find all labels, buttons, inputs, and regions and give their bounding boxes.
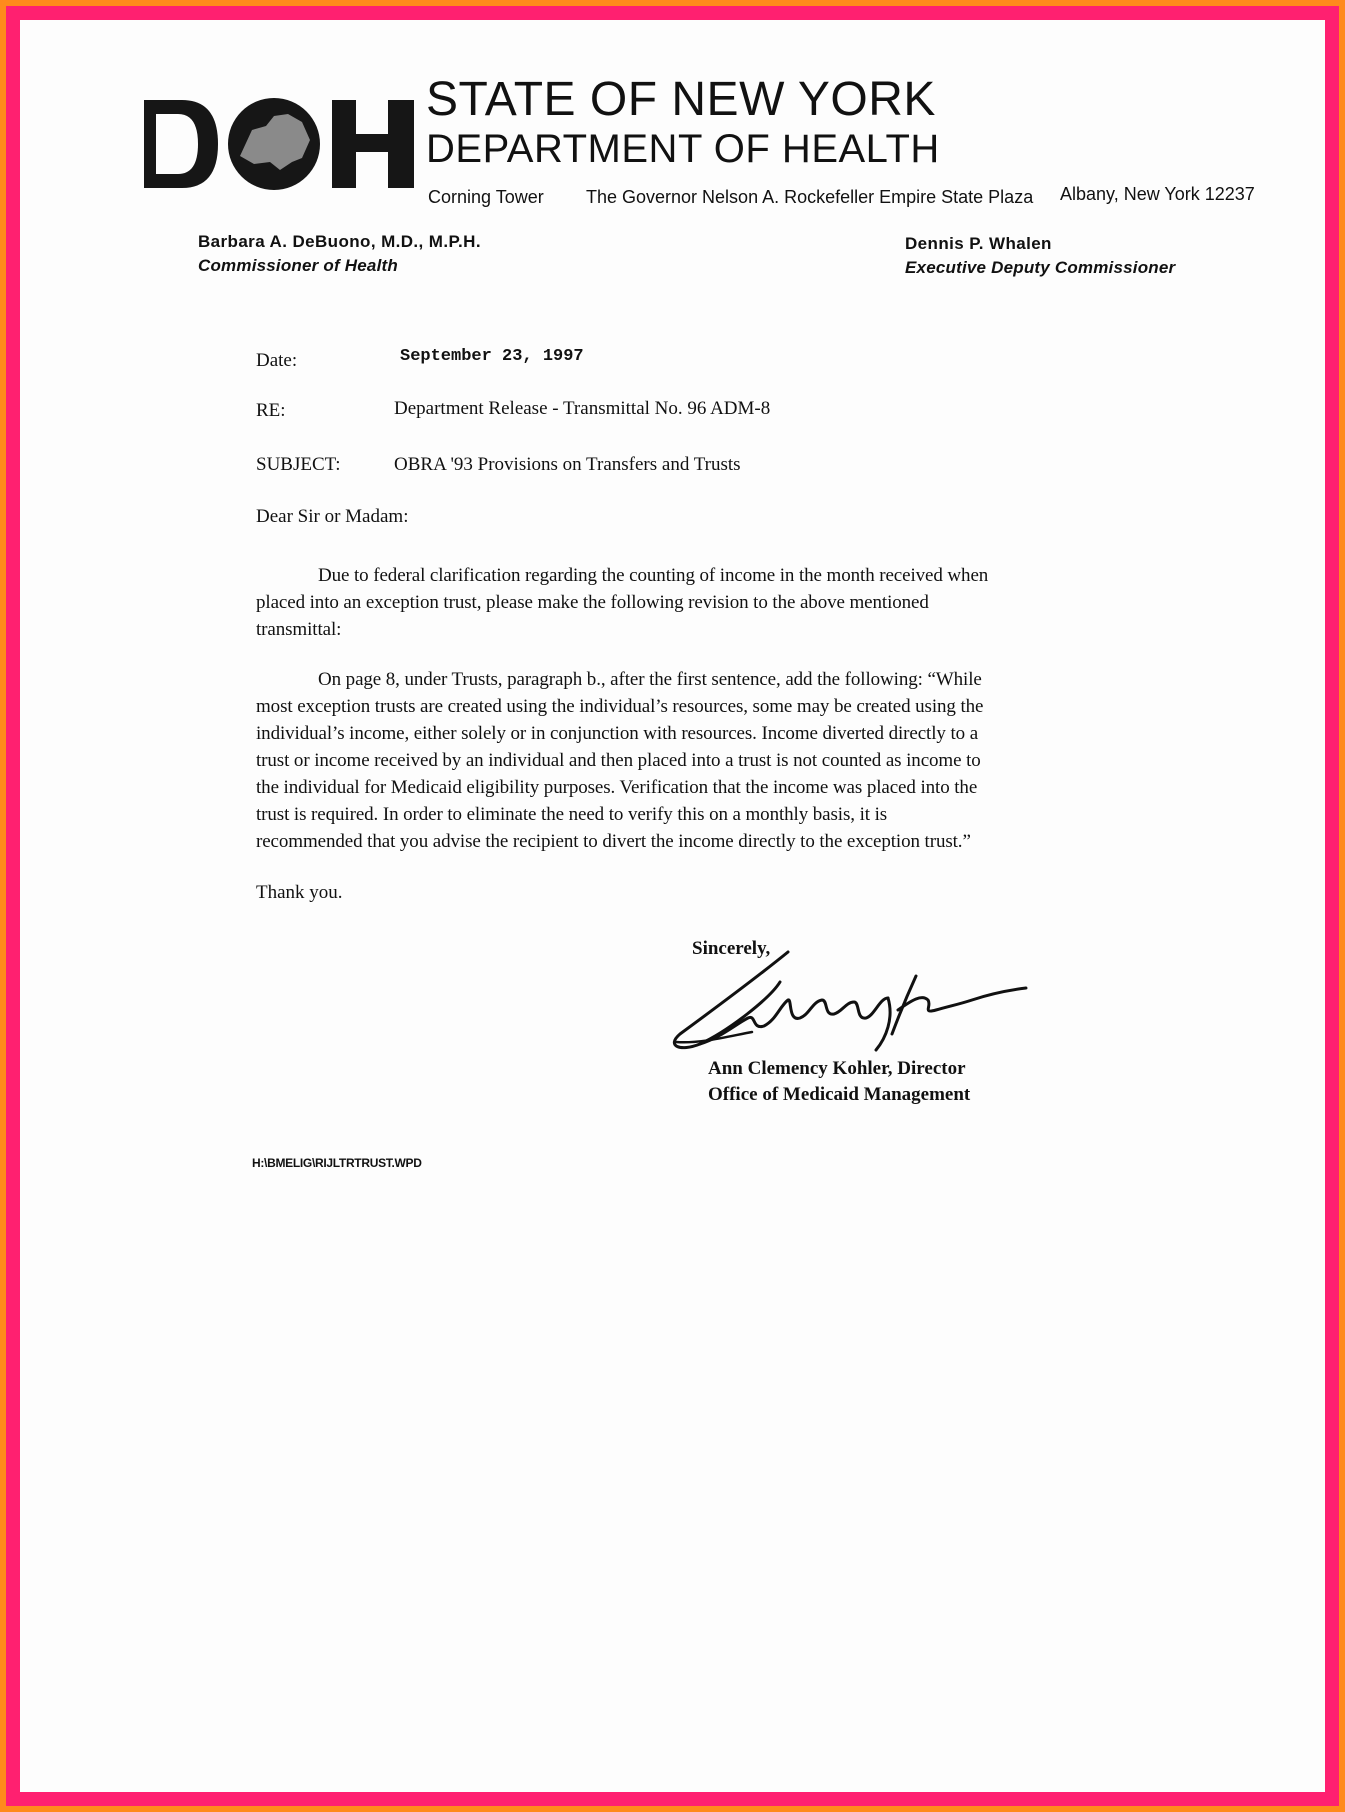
signer-name: Ann Clemency Kohler, Director [708,1058,966,1079]
subject-label: SUBJECT: [256,454,341,475]
salutation: Dear Sir or Madam: [256,506,409,527]
paragraph-2-line: most exception trusts are created using the individual’s resources, some may be created using the [256,696,984,717]
re-label: RE: [256,400,286,421]
signer-office: Office of Medicaid Management [708,1084,971,1105]
date-label: Date: [256,350,298,371]
date-value: September 23, 1997 [400,347,584,366]
address-plaza: The Governor Nelson A. Rockefeller Empire State Plaza [586,187,1034,207]
sincerely: Sincerely, [692,938,771,959]
re-value: Department Release - Transmittal No. 96 ADM-8 [394,398,771,419]
paragraph-2-line: trust or income received by an individual and then placed into a trust is not counted as income to [256,750,981,771]
department-heading: DEPARTMENT OF HEALTH [426,127,940,171]
paragraph-2-line: trust is required. In order to eliminate the need to verify this on a monthly basis, it is [256,804,888,825]
paragraph-1-line: Due to federal clarification regarding the counting of income in the month received when [318,565,989,586]
address-city: Albany, New York 12237 [1060,184,1255,204]
deputy-commissioner-title: Executive Deputy Commissioner [905,258,1176,277]
file-reference: H:\BMELIG\RIJLTRTRUST.WPD [252,1156,422,1170]
paragraph-2 [256,666,1186,855]
commissioner-name: Barbara A. DeBuono, M.D., M.P.H. [198,232,481,251]
closing-thanks: Thank you. [256,882,343,903]
letter-page [20,20,1325,1792]
paragraph-1-line: placed into an exception trust, please make the following revision to the above mentioned [256,592,929,613]
subject-value: OBRA '93 Provisions on Transfers and Trusts [394,454,741,475]
paragraph-1 [256,562,1186,643]
signature-graphic [660,938,1030,1073]
state-heading: STATE OF NEW YORK [426,73,936,126]
commissioner-title: Commissioner of Health [198,256,398,275]
paragraph-2-line: recommended that you advise the recipient to divert the income directly to the exception trust.” [256,831,971,852]
deputy-commissioner-name: Dennis P. Whalen [905,234,1052,253]
paragraph-2-line: the individual for Medicaid eligibility purposes. Verification that the income was placed into the [256,777,978,798]
doh-logo [142,96,418,192]
paragraph-2-line: individual’s income, either solely or in conjunction with resources. Income diverted directly to a [256,723,979,744]
paragraph-2-line: On page 8, under Trusts, paragraph b., after the first sentence, add the following: “While [318,669,982,690]
address-tower: Corning Tower [428,187,544,207]
paragraph-1-line: transmittal: [256,619,342,640]
